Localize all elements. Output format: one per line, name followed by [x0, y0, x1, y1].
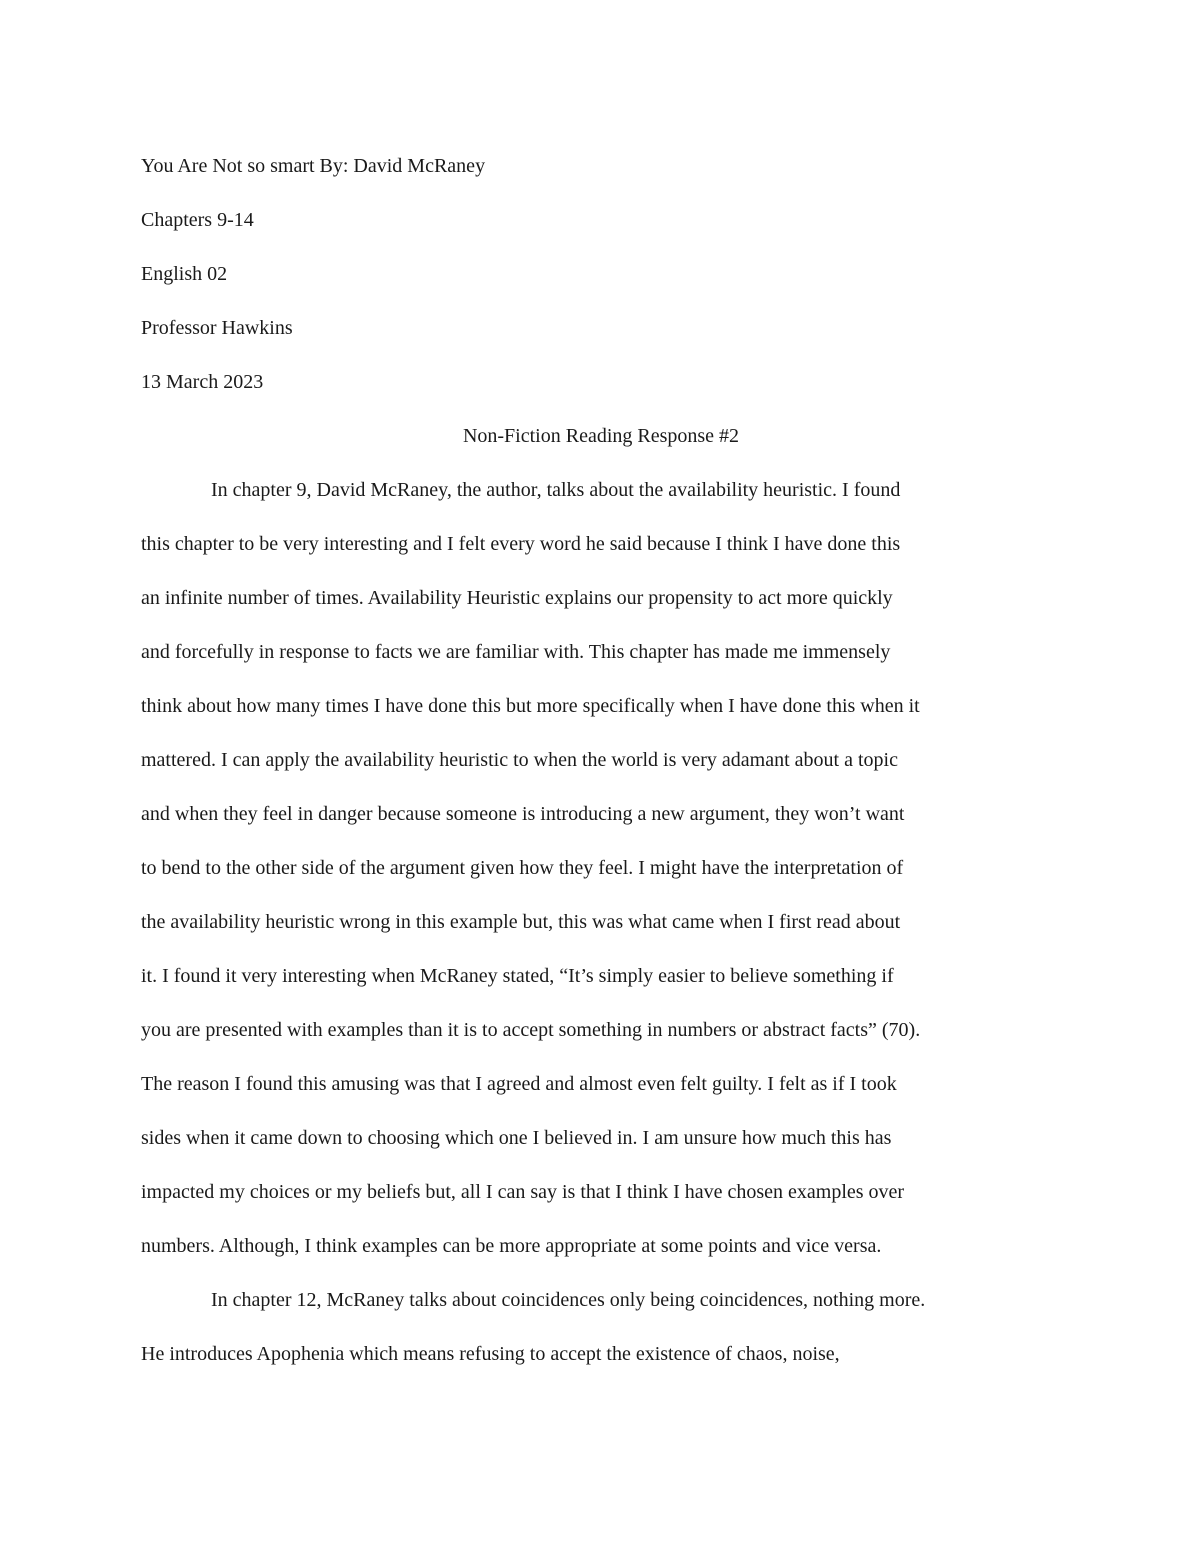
chapters-label: Chapters 9-14 [141, 209, 254, 231]
book-title-author: You Are Not so smart By: David McRaney [141, 155, 486, 177]
paragraph-line: the availability heuristic wrong in this example but, this was what came when I first read about [141, 911, 901, 933]
paragraph-line: He introduces Apophenia which means refusing to accept the existence of chaos, noise, [141, 1343, 840, 1365]
paragraph-line: to bend to the other side of the argument given how they feel. I might have the interpretation of [141, 857, 904, 879]
date-label: 13 March 2023 [141, 371, 264, 393]
paragraph-line: you are presented with examples than it is to accept something in numbers or abstract facts” (70). [141, 1019, 921, 1041]
document-title: Non-Fiction Reading Response #2 [462, 425, 740, 447]
paragraph-line: it. I found it very interesting when McRaney stated, “It’s simply easier to believe something if [141, 965, 894, 987]
paragraph-line: an infinite number of times. Availability Heuristic explains our propensity to act more quickly [141, 587, 893, 609]
paragraph-line: numbers. Although, I think examples can be more appropriate at some points and vice versa. [141, 1235, 882, 1257]
paragraph-line: think about how many times I have done this but more specifically when I have done this when it [141, 695, 920, 717]
paragraph-2 [141, 1273, 1061, 1381]
paragraph-line: The reason I found this amusing was that I agreed and almost even felt guilty. I felt as if I took [141, 1073, 897, 1095]
professor-label: Professor Hawkins [141, 317, 293, 339]
paragraph-line: impacted my choices or my beliefs but, all I can say is that I think I have chosen examples over [141, 1181, 905, 1203]
paragraph-line: and when they feel in danger because someone is introducing a new argument, they won’t want [141, 803, 905, 825]
course-label: English 02 [141, 263, 228, 285]
paragraph-1 [141, 463, 1061, 1273]
paragraph-line: In chapter 9, David McRaney, the author, talks about the availability heuristic. I found [211, 479, 901, 501]
paragraph-line: In chapter 12, McRaney talks about coincidences only being coincidences, nothing more. [211, 1289, 926, 1311]
document-body [141, 139, 1061, 1381]
paragraph-line: this chapter to be very interesting and I felt every word he said because I think I have done this [141, 533, 901, 555]
paragraph-line: and forcefully in response to facts we are familiar with. This chapter has made me immensely [141, 641, 891, 663]
paragraph-line: mattered. I can apply the availability heuristic to when the world is very adamant about a topic [141, 749, 898, 771]
paragraph-line: sides when it came down to choosing which one I believed in. I am unsure how much this has [141, 1127, 892, 1149]
